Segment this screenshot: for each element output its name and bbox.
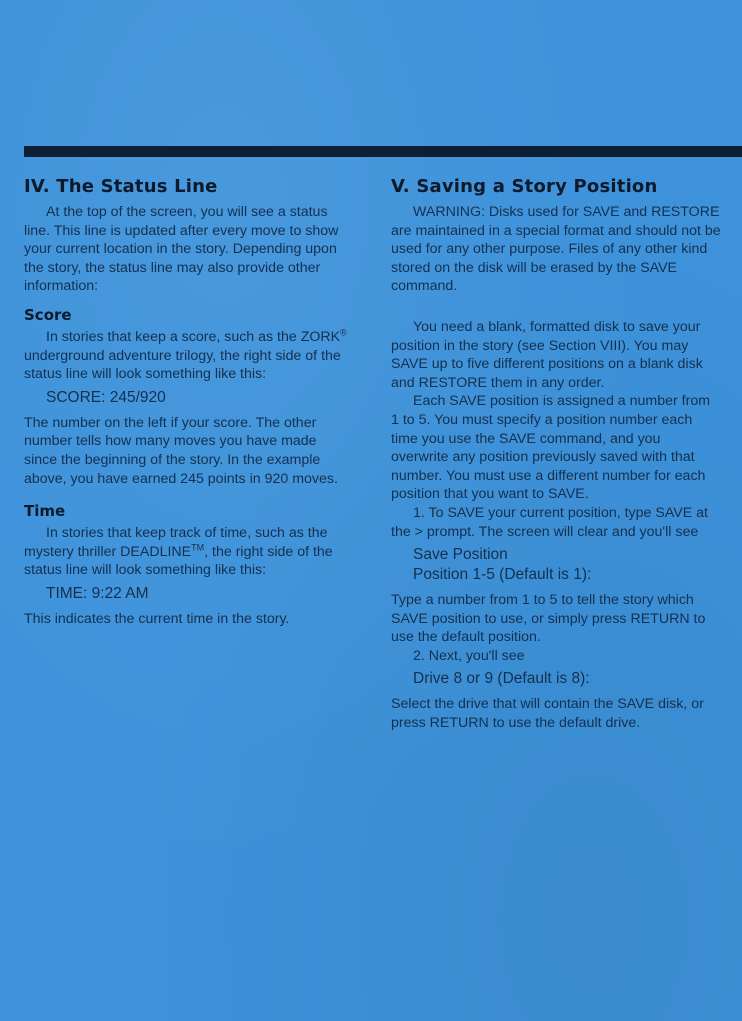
time-example: TIME: 9:22 AM (46, 584, 149, 602)
section-heading-saving: V. Saving a Story Position (391, 176, 658, 197)
time-para-start: In stories that keep track of time, such as the mystery thriller DEADLINE (24, 525, 328, 560)
trademark-mark: TM (191, 541, 205, 552)
warning-paragraph: WARNING: Disks used for SAVE and RESTORE are maintained in a special format and should not be used for any other purpose. Files of any other kind stored on the disk will be erased by the SAVE command. (391, 204, 721, 295)
section-heading-status-line: IV. The Status Line (24, 176, 218, 197)
right-column (391, 176, 721, 733)
status-line-intro: At the top of the screen, you will see a status line. This line is updated after every move to show your current location in the story. Depending upon the story, the status line may also provide other information: (24, 204, 339, 295)
step-two-paragraph: 2. Next, you'll see (413, 647, 525, 664)
score-para-start: In stories that keep a score, such as the ZORK (46, 328, 341, 345)
left-column (24, 176, 350, 629)
save-position-paragraph: Each SAVE position is assigned a number from 1 to 5. You must specify a position number each time you use the SAVE command, and you overwrite any position previously saved with that number. You must use a different number for each position that you want to SAVE. (391, 393, 711, 503)
position-instructions: Type a number from 1 to 5 to tell the story which SAVE position to use, or simply press RETURN to use the default position. (391, 592, 706, 646)
save-prompt-example (413, 545, 721, 585)
time-explanation: This indicates the current time in the story. (24, 610, 290, 627)
save-prompt-line-2: Position 1-5 (Default is 1): (413, 566, 592, 584)
score-paragraph (24, 328, 350, 384)
score-para-end: underground adventure trilogy, the right side of the status line will look something like this: (24, 347, 341, 383)
score-explanation: The number on the left if your score. The other number tells how many moves you have made since the beginning of the story. In the example above, you have earned 245 points in 920 moves. (24, 414, 338, 487)
drive-instructions: Select the drive that will contain the SAVE disk, or press RETURN to use the default drive. (391, 696, 704, 732)
subheading-score: Score (24, 305, 72, 324)
save-intro-paragraph: You need a blank, formatted disk to save your position in the story (see Section VIII). You may SAVE up to five different positions on a blank disk and RESTORE them in any order. (391, 318, 703, 391)
drive-prompt-example: Drive 8 or 9 (Default is 8): (413, 670, 590, 688)
step-one-paragraph: 1. To SAVE your current position, type SAVE at the > prompt. The screen will clear and you'll see (391, 504, 708, 540)
header-rule (24, 146, 742, 157)
paragraph-gap (391, 296, 721, 318)
time-para-end: , the right side of the status line will look something like this: (24, 543, 333, 579)
time-paragraph (24, 524, 350, 580)
score-example: SCORE: 245/920 (46, 388, 166, 406)
subheading-time: Time (24, 502, 66, 521)
registered-mark: ® (340, 327, 347, 338)
save-prompt-line-1: Save Position (413, 546, 508, 564)
